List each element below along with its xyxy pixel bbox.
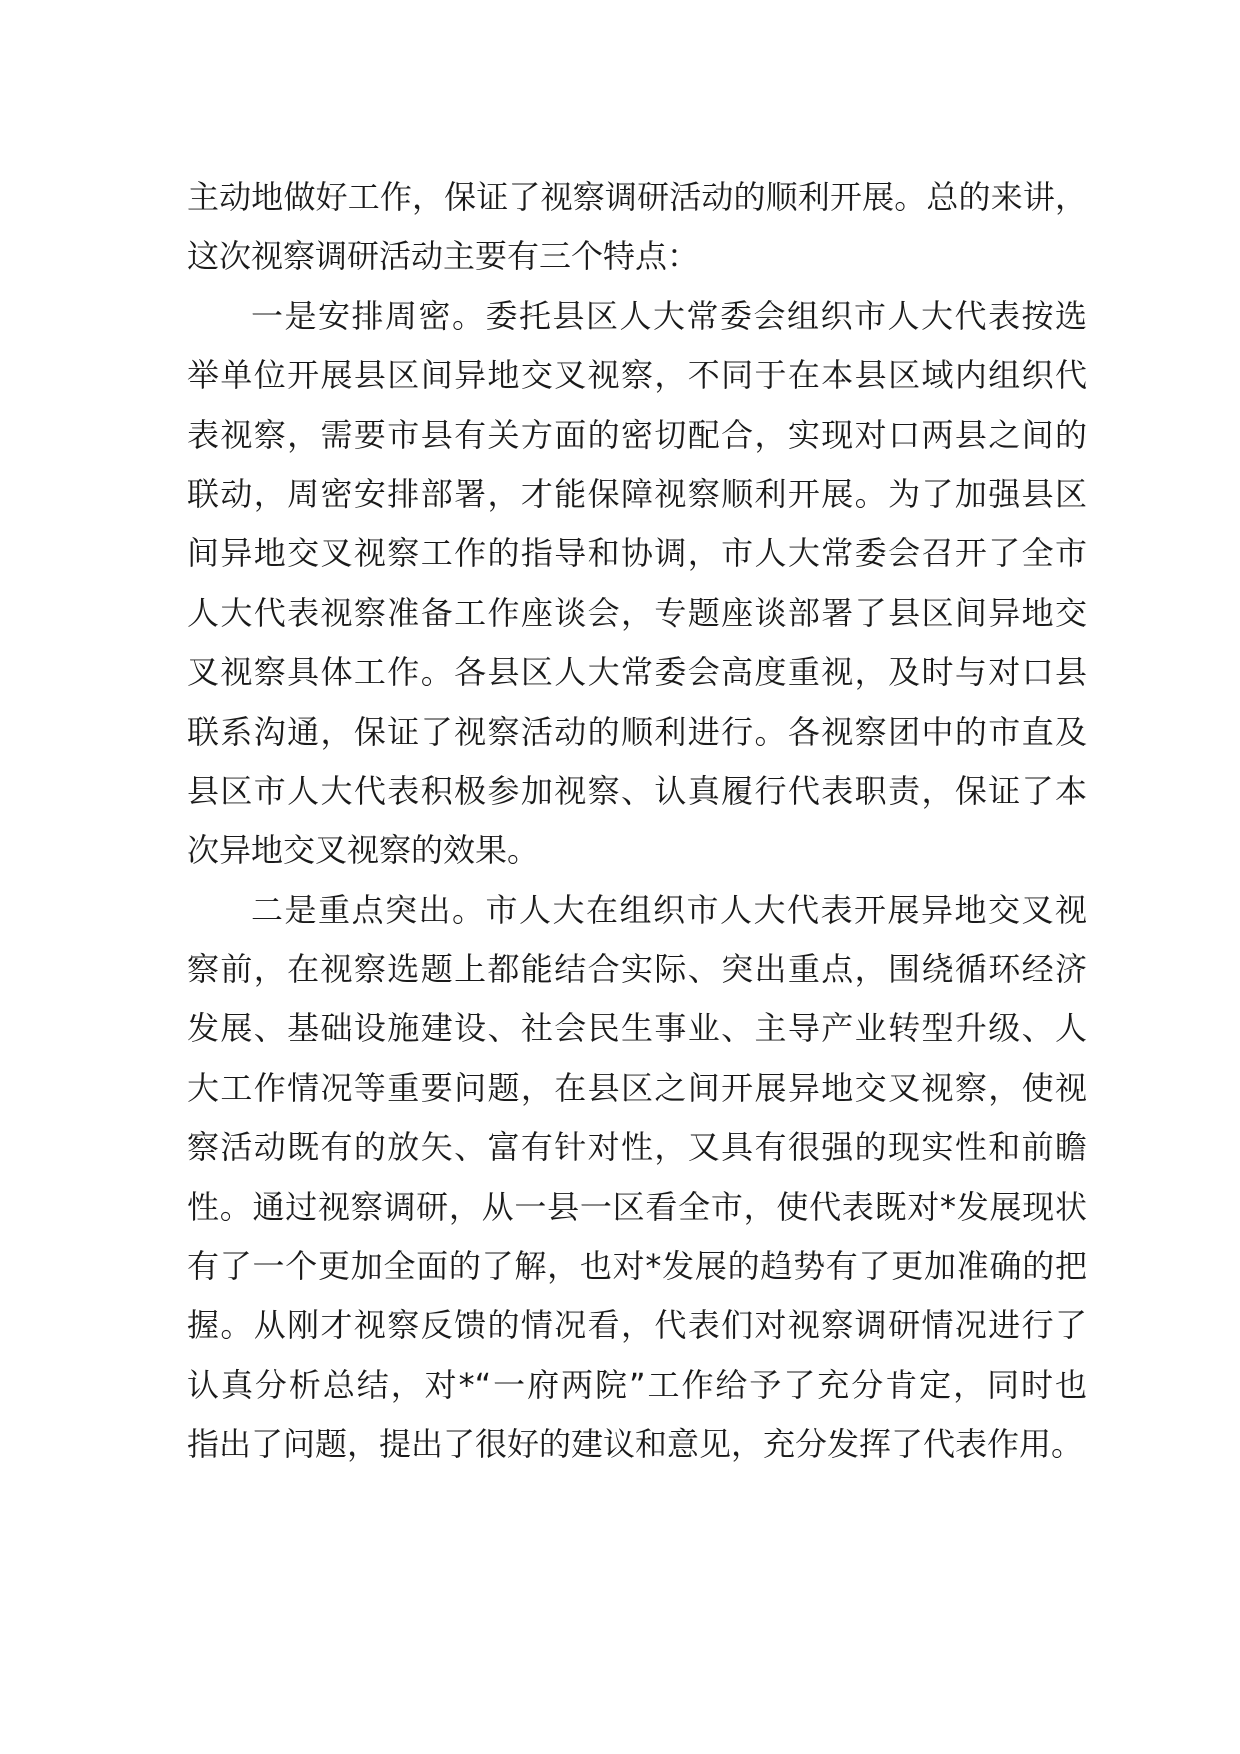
text-line: 指出了问题，提出了很好的建议和意见，充分发挥了代表作用。 xyxy=(187,1425,1084,1464)
text-line: 察前，在视察选题上都能结合实际、突出重点，围绕循环经济 xyxy=(187,950,1087,989)
paragraph-focus xyxy=(187,881,1087,1475)
text-line: 一是安排周密。委托县区人大常委会组织市人大代表按选 xyxy=(251,296,1087,335)
body-text xyxy=(187,168,1087,1475)
text-line: 表视察，需要市县有关方面的密切配合，实现对口两县之间的 xyxy=(187,415,1087,454)
text-line: 这次视察调研活动主要有三个特点： xyxy=(187,237,700,276)
text-line: 大工作情况等重要问题，在县区之间开展异地交叉视察，使视 xyxy=(187,1068,1087,1107)
text-line: 联系沟通，保证了视察活动的顺利进行。各视察团中的市直及 xyxy=(187,712,1087,751)
text-line: 联动，周密安排部署，才能保障视察顺利开展。为了加强县区 xyxy=(187,474,1087,513)
text-line: 间异地交叉视察工作的指导和协调，市人大常委会召开了全市 xyxy=(187,534,1087,573)
text-line: 叉视察具体工作。各县区人大常委会高度重视，及时与对口县 xyxy=(187,653,1087,692)
text-line: 发展、基础设施建设、社会民生事业、主导产业转型升级、人 xyxy=(187,1009,1087,1048)
text-line: 认真分析总结，对*“一府两院”工作给予了充分肯定，同时也 xyxy=(187,1365,1087,1404)
text-line: 二是重点突出。市人大在组织市人大代表开展异地交叉视 xyxy=(251,890,1087,929)
text-line: 握。从刚才视察反馈的情况看，代表们对视察调研情况进行了 xyxy=(187,1306,1087,1345)
text-line: 性。通过视察调研，从一县一区看全市，使代表既对*发展现状 xyxy=(187,1187,1087,1226)
paragraph-arrangement xyxy=(187,287,1087,881)
text-line: 察活动既有的放矢、富有针对性，又具有很强的现实性和前瞻 xyxy=(187,1128,1087,1167)
text-line: 人大代表视察准备工作座谈会，专题座谈部署了县区间异地交 xyxy=(187,593,1087,632)
text-line: 主动地做好工作，保证了视察调研活动的顺利开展。总的来讲， xyxy=(187,178,1087,216)
intro-paragraph xyxy=(187,168,1087,287)
text-line: 举单位开展县区间异地交叉视察，不同于在本县区域内组织代 xyxy=(187,356,1087,395)
text-line: 有了一个更加全面的了解，也对*发展的趋势有了更加准确的把 xyxy=(187,1247,1087,1286)
text-line: 县区市人大代表积极参加视察、认真履行代表职责，保证了本 xyxy=(187,771,1087,810)
text-line: 次异地交叉视察的效果。 xyxy=(187,831,540,870)
